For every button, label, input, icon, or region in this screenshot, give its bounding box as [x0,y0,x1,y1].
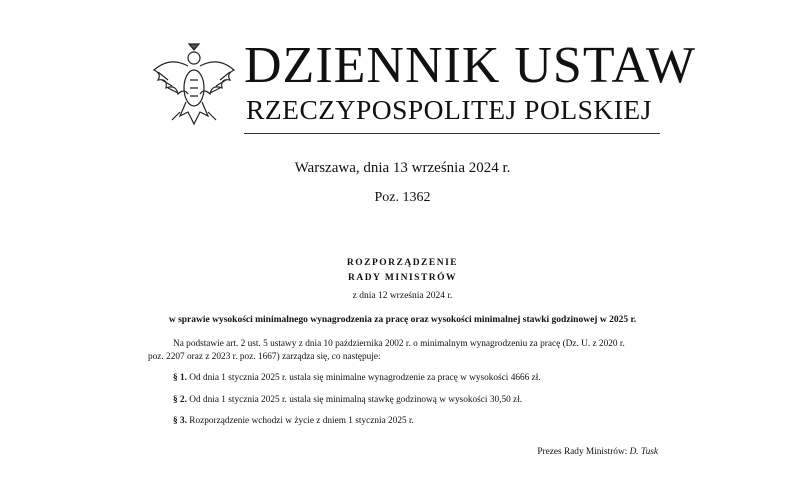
signature-label: Prezes Rady Ministrów: [537,447,630,457]
section-text: Od dnia 1 stycznia 2025 r. ustala się minimalne wynagrodzenie za pracę w wysokości 4666 zł. [186,373,541,383]
intro-line-2: poz. 2207 oraz z 2023 r. poz. 1667) zarządza się, co następuje: [148,352,381,362]
section-1 [173,372,541,385]
act-date: z dnia 12 września 2024 r. [352,291,453,301]
act-subject: w sprawie wysokości minimalnego wynagrodzenia za pracę oraz wysokości minimalnej stawki godzinowej w 2025 r. [168,315,637,325]
header-divider [244,133,660,134]
signature [510,446,658,459]
position-number: Poz. 1362 [374,190,431,205]
polish-eagle-emblem-icon [150,40,238,132]
journal-title: DZIENNIK USTAW [244,37,696,94]
section-2 [173,394,522,407]
journal-subtitle: RZECZYPOSPOLITEJ POLSKIEJ [246,94,652,125]
section-mark: § 1. [173,373,187,383]
section-text: Od dnia 1 stycznia 2025 r. ustala się minimalną stawkę godzinową w wysokości 30,50 zł. [186,395,523,405]
signature-name: D. Tusk [629,447,658,457]
act-issuer: RADY MINISTRÓW [347,273,458,283]
act-type: ROZPORZĄDZENIE [346,258,459,268]
section-text: Rozporządzenie wchodzi w życie z dniem 1 stycznia 2025 r. [186,416,414,426]
section-3 [173,415,414,428]
publication-date: Warszawa, dnia 13 września 2024 r. [294,160,511,176]
intro-line-1: Na podstawie art. 2 ust. 5 ustawy z dnia 10 października 2002 r. o minimalnym wynagrodzeniu za pracę (Dz. U. z 2020 r. [173,339,625,349]
section-mark: § 3. [173,416,187,426]
section-mark: § 2. [173,395,187,405]
